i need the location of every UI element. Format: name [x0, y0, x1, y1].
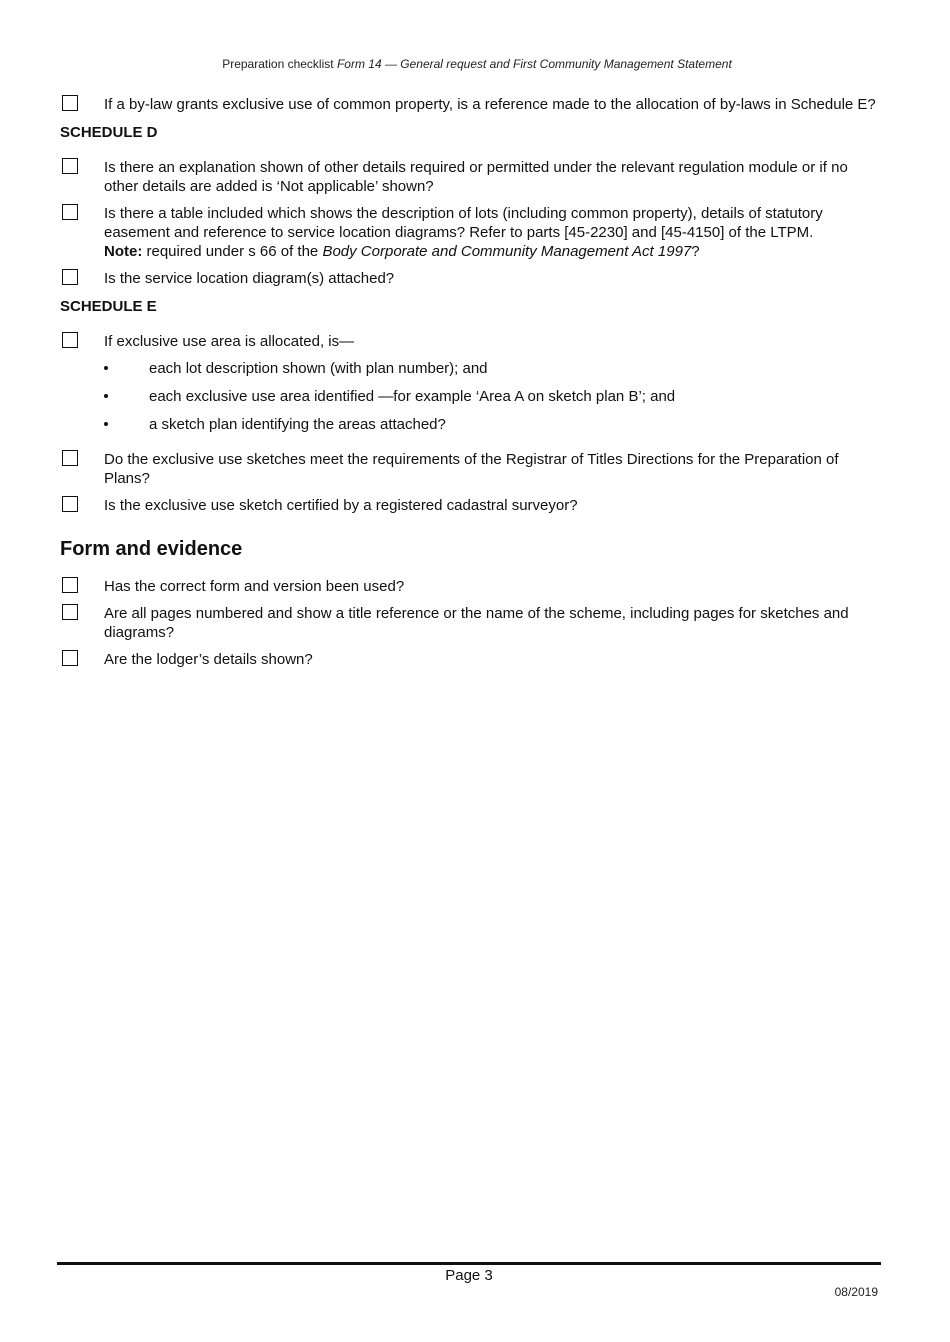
checklist-item-service-diagram: [60, 269, 880, 288]
bullet-dot: [104, 422, 108, 426]
bullet-dot: [104, 366, 108, 370]
checklist-item-explanation: [60, 158, 880, 196]
checkbox-correct-form[interactable]: [62, 577, 78, 593]
checkbox-service-diagram[interactable]: [62, 269, 78, 285]
bullet-item: [104, 359, 880, 378]
item-text: Is the exclusive use sketch certified by a registered cadastral surveyor?: [104, 497, 578, 514]
item-text: Do the exclusive use sketches meet the requirements of the Registrar of Titles Directions for the Preparation of Plans?: [104, 451, 839, 487]
item-text: Is there an explanation shown of other details required or permitted under the relevant regulation module or if no other details are added is ‘Not applicable’ shown?: [104, 159, 848, 195]
item-text: Are the lodger’s details shown?: [104, 651, 313, 668]
note-text: required under s 66 of the: [142, 243, 323, 260]
section-heading-schedule-e: SCHEDULE E: [60, 298, 157, 315]
checklist-item-correct-form: [60, 577, 880, 596]
document-date: 08/2019: [834, 1285, 878, 1299]
checklist-item-sketch-certified: [60, 496, 880, 515]
header-prefix: Preparation checklist: [222, 57, 337, 71]
checkbox-lodger[interactable]: [62, 650, 78, 666]
checkbox-sketches-meet[interactable]: [62, 450, 78, 466]
bullet-item: [104, 387, 880, 406]
item-text: Is there a table included which shows the description of lots (including common property), details of statutory easement and reference to service location diagrams? Refer to parts [45-2230] and [45-4150] of the LTPM.: [104, 205, 823, 241]
checklist-item-exclusive-area: [60, 332, 880, 434]
item-text: If a by-law grants exclusive use of common property, is a reference made to the allocation of by-laws in Schedule E?: [104, 96, 876, 113]
checklist-item-table: [60, 204, 880, 261]
checkbox-sketch-certified[interactable]: [62, 496, 78, 512]
section-heading-form-evidence: Form and evidence: [60, 538, 243, 560]
item-text: Are all pages numbered and show a title reference or the name of the scheme, including pages for sketches and diagrams?: [104, 605, 849, 641]
exclusive-area-bullets: [104, 359, 880, 434]
note-end: ?: [691, 243, 700, 260]
item-text: Has the correct form and version been used?: [104, 578, 405, 595]
checklist-item-bylaw: [60, 95, 880, 114]
bullet-text: a sketch plan identifying the areas attached?: [149, 416, 446, 433]
checklist-item-lodger: [60, 650, 880, 669]
checkbox-pages-numbered[interactable]: [62, 604, 78, 620]
section-heading-schedule-d: SCHEDULE D: [60, 124, 158, 141]
checkbox-explanation[interactable]: [62, 158, 78, 174]
checklist-content: [60, 95, 880, 677]
item-text: If exclusive use area is allocated, is—: [104, 333, 355, 350]
bullet-item: [104, 415, 880, 434]
header-form-title: Form 14 — General request and First Community Management Statement: [336, 57, 732, 71]
act-title: Body Corporate and Community Management Act 1997: [322, 243, 692, 260]
item-text: Is the service location diagram(s) attached?: [104, 270, 395, 287]
checkbox-exclusive-area[interactable]: [62, 332, 78, 348]
checklist-item-sketches-meet: [60, 450, 880, 488]
bullet-text: each exclusive use area identified —for example ‘Area A on sketch plan B’; and: [149, 388, 676, 405]
footer-divider: [57, 1262, 881, 1265]
checkbox-bylaw[interactable]: [62, 95, 78, 111]
page-number: Page 3: [445, 1267, 493, 1284]
checklist-item-pages-numbered: [60, 604, 880, 642]
checkbox-table[interactable]: [62, 204, 78, 220]
page-header: [0, 57, 950, 71]
note-label: Note:: [104, 243, 143, 260]
table-note: [104, 242, 880, 261]
bullet-dot: [104, 394, 108, 398]
bullet-text: each lot description shown (with plan number); and: [149, 360, 488, 377]
